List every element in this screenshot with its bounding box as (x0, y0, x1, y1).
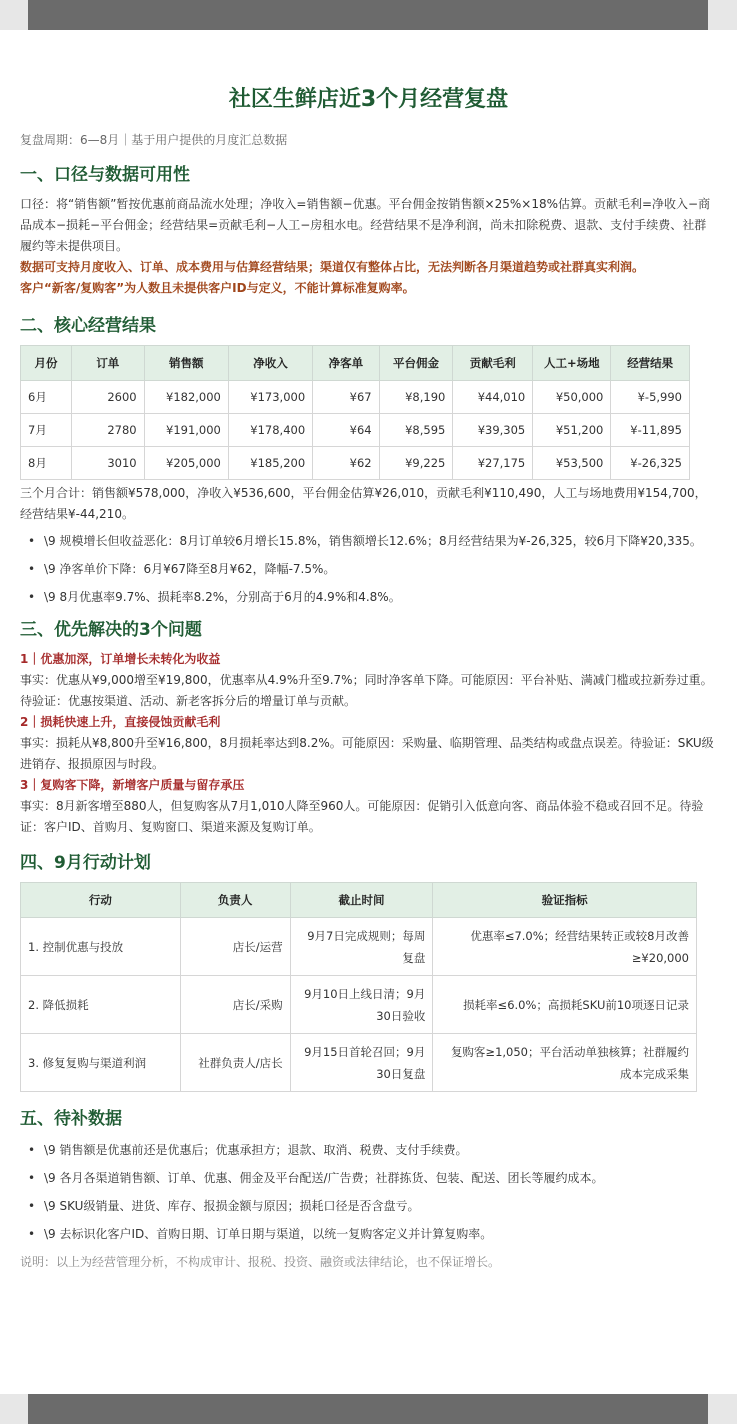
list-item: • \9 净客单价下降：6月¥67降至8月¥62，降幅-7.5%。 (38, 559, 717, 580)
cell-net-income: ¥173,000 (228, 381, 312, 414)
cell-owner: 店长/运营 (180, 918, 290, 976)
col-header: 负责人 (180, 883, 290, 918)
list-item: • \9 SKU级销量、进货、库存、报损金额与原因；损耗口径是否含盘亏。 (38, 1196, 717, 1217)
list-item: • \9 8月优惠率9.7%、损耗率8.2%，分别高于6月的4.9%和4.8%。 (38, 587, 717, 608)
col-header: 行动 (21, 883, 181, 918)
section-1-heading: 一、口径与数据可用性 (20, 165, 190, 185)
section-4-heading: 四、9月行动计划 (20, 853, 151, 873)
cell-month: 6月 (21, 381, 72, 414)
cell-orders: 2780 (72, 414, 145, 447)
list-item: • \9 销售额是优惠前还是优惠后；优惠承担方；退款、取消、税费、支付手续费。 (38, 1140, 717, 1161)
cell-month: 7月 (21, 414, 72, 447)
cell-metric: 损耗率≤6.0%；高损耗SKU前10项逐日记录 (433, 976, 697, 1034)
cell-margin: ¥39,305 (453, 414, 533, 447)
issue-3-text: 事实：8月新客增至880人，但复购客从7月1,010人降至960人。可能原因：促销引入低意向客、商品体验不稳或召回不足。待验证：客户ID、首购月、复购窗口、渠道来源及复购订单。 (20, 799, 704, 834)
list-item: • \9 去标识化客户ID、首购日期、订单日期与渠道，以统一复购客定义并计算复购率。 (38, 1224, 717, 1245)
issue-1-title: 1｜优惠加深，订单增长未转化为收益 (20, 652, 221, 666)
top-dark-band (28, 0, 708, 30)
disclaimer-note: 说明：以上为经营管理分析，不构成审计、报税、投资、融资或法律结论，也不保证增长。 (20, 1255, 501, 1269)
col-header: 截止时间 (290, 883, 433, 918)
table-row (21, 918, 697, 976)
cell-deadline: 9月15日首轮召回；9月30日复盘 (290, 1034, 433, 1092)
cell-action: 1. 控制优惠与投放 (21, 918, 181, 976)
table-row (21, 976, 697, 1034)
review-period: 复盘周期：6—8月｜基于用户提供的月度汇总数据 (20, 133, 288, 147)
cell-net-aov: ¥67 (313, 381, 379, 414)
table-row (21, 414, 690, 447)
col-header: 人工+场地 (533, 346, 611, 381)
col-header: 贡献毛利 (453, 346, 533, 381)
cell-labor-rent: ¥51,200 (533, 414, 611, 447)
data-limit-warning-2: 客户“新客/复购客”为人数且未提供客户ID与定义，不能计算标准复购率。 (20, 281, 415, 295)
pending-data-bullets (20, 1140, 717, 1245)
cell-margin: ¥44,010 (453, 381, 533, 414)
issue-3-title: 3｜复购客下降，新增客户质量与留存承压 (20, 778, 245, 792)
cell-sales: ¥205,000 (144, 447, 228, 480)
cell-deadline: 9月10日上线日清；9月30日验收 (290, 976, 433, 1034)
cell-commission: ¥8,595 (379, 414, 453, 447)
cell-labor-rent: ¥53,500 (533, 447, 611, 480)
col-header: 经营结果 (611, 346, 690, 381)
cell-net-aov: ¥62 (313, 447, 379, 480)
section-2-heading: 二、核心经营结果 (20, 316, 156, 336)
cell-orders: 3010 (72, 447, 145, 480)
results-table (20, 345, 690, 480)
cell-net-income: ¥178,400 (228, 414, 312, 447)
cell-net-aov: ¥64 (313, 414, 379, 447)
col-header: 平台佣金 (379, 346, 453, 381)
col-header: 验证指标 (433, 883, 697, 918)
three-month-summary: 三个月合计：销售额¥578,000，净收入¥536,600，平台佣金估算¥26,010，贡献毛利¥110,490，人工与场地费用¥154,700，经营结果¥-44,210。 (20, 486, 707, 521)
cell-metric: 复购客≥1,050；平台活动单独核算；社群履约成本完成采集 (433, 1034, 697, 1092)
cell-month: 8月 (21, 447, 72, 480)
list-item: • \9 规模增长但收益恶化：8月订单较6月增长15.8%，销售额增长12.6%；8月经营结果为¥-26,325，较6月下降¥20,335。 (38, 531, 717, 552)
section-5-heading: 五、待补数据 (20, 1109, 122, 1129)
cell-owner: 社群负责人/店长 (180, 1034, 290, 1092)
col-header: 净收入 (228, 346, 312, 381)
cell-owner: 店长/采购 (180, 976, 290, 1034)
cell-result: ¥-26,325 (611, 447, 690, 480)
cell-margin: ¥27,175 (453, 447, 533, 480)
data-limit-warning-1: 数据可支持月度收入、订单、成本费用与估算经营结果；渠道仅有整体占比，无法判断各月渠道趋势或社群真实利润。 (20, 260, 645, 274)
cell-sales: ¥182,000 (144, 381, 228, 414)
cell-sales: ¥191,000 (144, 414, 228, 447)
cell-orders: 2600 (72, 381, 145, 414)
col-header: 订单 (72, 346, 145, 381)
col-header: 净客单 (313, 346, 379, 381)
cell-net-income: ¥185,200 (228, 447, 312, 480)
cell-action: 2. 降低损耗 (21, 976, 181, 1034)
table-row (21, 447, 690, 480)
table-row (21, 1034, 697, 1092)
cell-result: ¥-5,990 (611, 381, 690, 414)
col-header: 月份 (21, 346, 72, 381)
cell-action: 3. 修复复购与渠道利润 (21, 1034, 181, 1092)
results-table-header (21, 346, 690, 381)
cell-commission: ¥8,190 (379, 381, 453, 414)
cell-labor-rent: ¥50,000 (533, 381, 611, 414)
section-3-heading: 三、优先解决的3个问题 (20, 620, 202, 640)
cell-metric: 优惠率≤7.0%；经营结果转正或较8月改善≥¥20,000 (433, 918, 697, 976)
col-header: 销售额 (144, 346, 228, 381)
issue-1-text: 事实：优惠从¥9,000增至¥19,800，优惠率从4.9%升至9.7%；同时净客单下降。可能原因：平台补贴、满减门槛或拉新券过重。待验证：优惠按渠道、活动、新老客拆分后的增量订单与贡献。 (20, 673, 713, 708)
report-page (0, 30, 737, 1394)
results-bullets (20, 531, 717, 608)
issue-2-title: 2｜损耗快速上升，直接侵蚀贡献毛利 (20, 715, 221, 729)
caliber-paragraph: 口径：将“销售额”暂按优惠前商品流水处理；净收入=销售额−优惠。平台佣金按销售额×25%×18%估算。贡献毛利=净收入−商品成本−损耗−平台佣金；经营结果=贡献毛利−人工−房租水电。经营结果不是净利润，尚未扣除税费、退款、支付手续费、社群履约等未提供项目。 (20, 197, 711, 253)
table-row (21, 381, 690, 414)
action-table-header (21, 883, 697, 918)
page-title: 社区生鲜店近3个月经营复盘 (228, 87, 509, 112)
bottom-dark-band (28, 1394, 708, 1424)
list-item: • \9 各月各渠道销售额、订单、优惠、佣金及平台配送/广告费；社群拣货、包装、配送、团长等履约成本。 (38, 1168, 717, 1189)
cell-deadline: 9月7日完成规则；每周复盘 (290, 918, 433, 976)
cell-result: ¥-11,895 (611, 414, 690, 447)
action-plan-table (20, 882, 697, 1092)
issue-2-text: 事实：损耗从¥8,800升至¥16,800，8月损耗率达到8.2%。可能原因：采购量、临期管理、品类结构或盘点误差。待验证：SKU级进销存、报损原因与时段。 (20, 736, 714, 771)
cell-commission: ¥9,225 (379, 447, 453, 480)
